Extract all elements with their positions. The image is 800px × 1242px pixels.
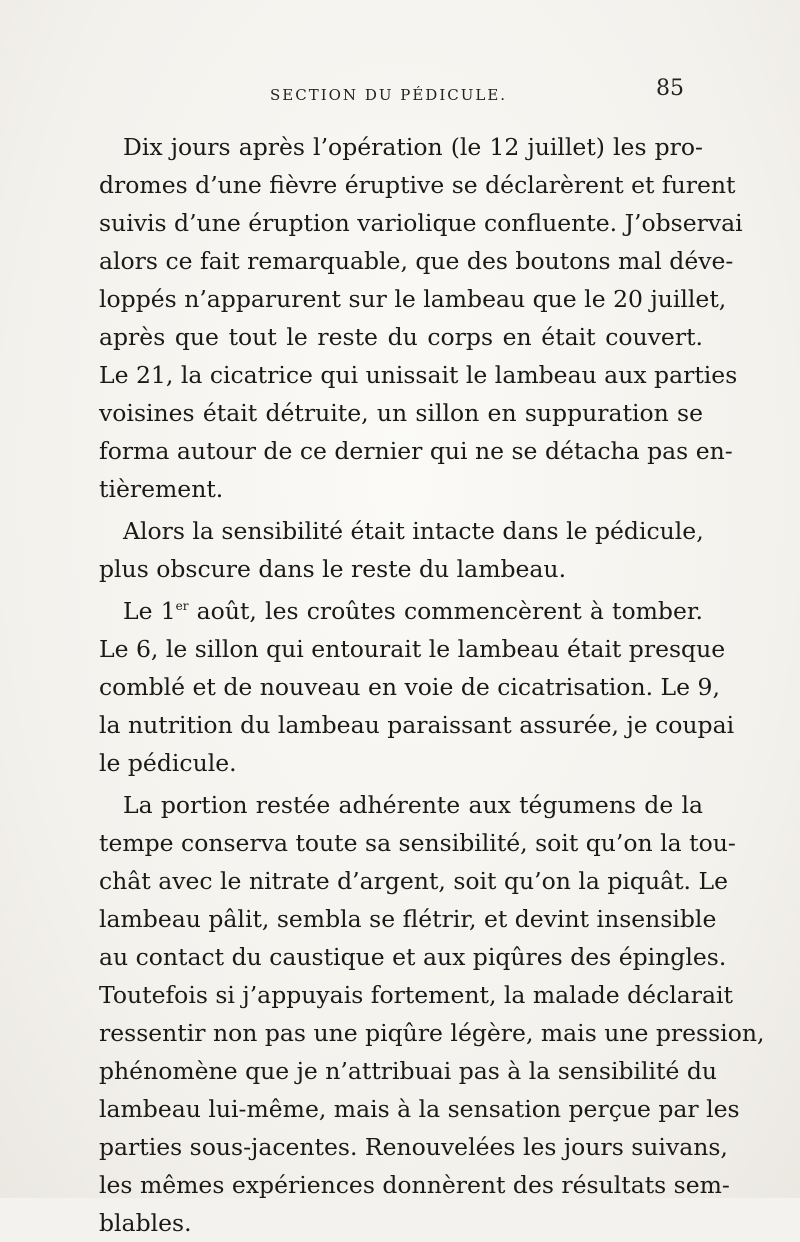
text-line: Alors la sensibilité était intacte dans le pédicule, — [123, 517, 704, 545]
text-line: voisines était détruite, un sillon en suppuration se — [99, 399, 703, 427]
text-line: lambeau pâlit, sembla se flétrir, et devint insensible — [99, 905, 717, 933]
text-line: comblé et de nouveau en voie de cicatrisation. Le 9, — [99, 673, 720, 701]
text-line: blables. — [99, 1209, 192, 1237]
text-line: les mêmes expériences donnèrent des résultats sem- — [99, 1171, 730, 1199]
text-line: chât avec le nitrate d’argent, soit qu’on la piquât. Le — [99, 867, 729, 895]
first-of-month: Le 1er — [123, 597, 189, 625]
text-line: loppés n’apparurent sur le lambeau que le 20 juillet, — [99, 285, 727, 313]
text-line: tièrement. — [99, 475, 224, 503]
text-line: Le 1er août, les croûtes commencèrent à tomber. — [123, 597, 703, 625]
text-line: après que tout le reste du corps en était couvert. — [99, 323, 703, 351]
text-line: au contact du caustique et aux piqûres des épingles. — [99, 943, 727, 971]
text-line: plus obscure dans le reste du lambeau. — [99, 555, 567, 583]
text-line: le pédicule. — [99, 749, 237, 777]
body-text — [99, 128, 765, 1242]
text-line: Le 21, la cicatrice qui unissait le lambeau aux parties — [99, 361, 738, 389]
text-line: la nutrition du lambeau paraissant assurée, je coupai — [99, 711, 735, 739]
text-line: phénomène que je n’attribuai pas à la sensibilité du — [99, 1057, 718, 1085]
text-line: Le 6, le sillon qui entourait le lambeau était presque — [99, 635, 726, 663]
text-line: lambeau lui-même, mais à la sensation perçue par les — [99, 1095, 740, 1123]
page-number: 85 — [656, 76, 684, 101]
text-line: Toutefois si j’appuyais fortement, la malade déclarait — [99, 981, 733, 1009]
running-title: SECTION DU PÉDICULE. — [270, 86, 508, 104]
text-line: suivis d’une éruption variolique confluente. J’observai — [99, 209, 743, 237]
text-line: La portion restée adhérente aux tégumens de la — [123, 791, 703, 819]
text-line: dromes d’une fièvre éruptive se déclarèrent et furent — [99, 171, 736, 199]
text-line: parties sous-jacentes. Renouvelées les jours suivans, — [99, 1133, 728, 1161]
text-line: forma autour de ce dernier qui ne se détacha pas en- — [99, 437, 733, 465]
text-line: alors ce fait remarquable, que des boutons mal déve- — [99, 247, 734, 275]
text-line: ressentir non pas une piqûre légère, mais une pression, — [99, 1019, 765, 1047]
text-line: Dix jours après l’opération (le 12 juillet) les pro- — [123, 133, 703, 161]
text-line: tempe conserva toute sa sensibilité, soit qu’on la tou- — [99, 829, 736, 857]
